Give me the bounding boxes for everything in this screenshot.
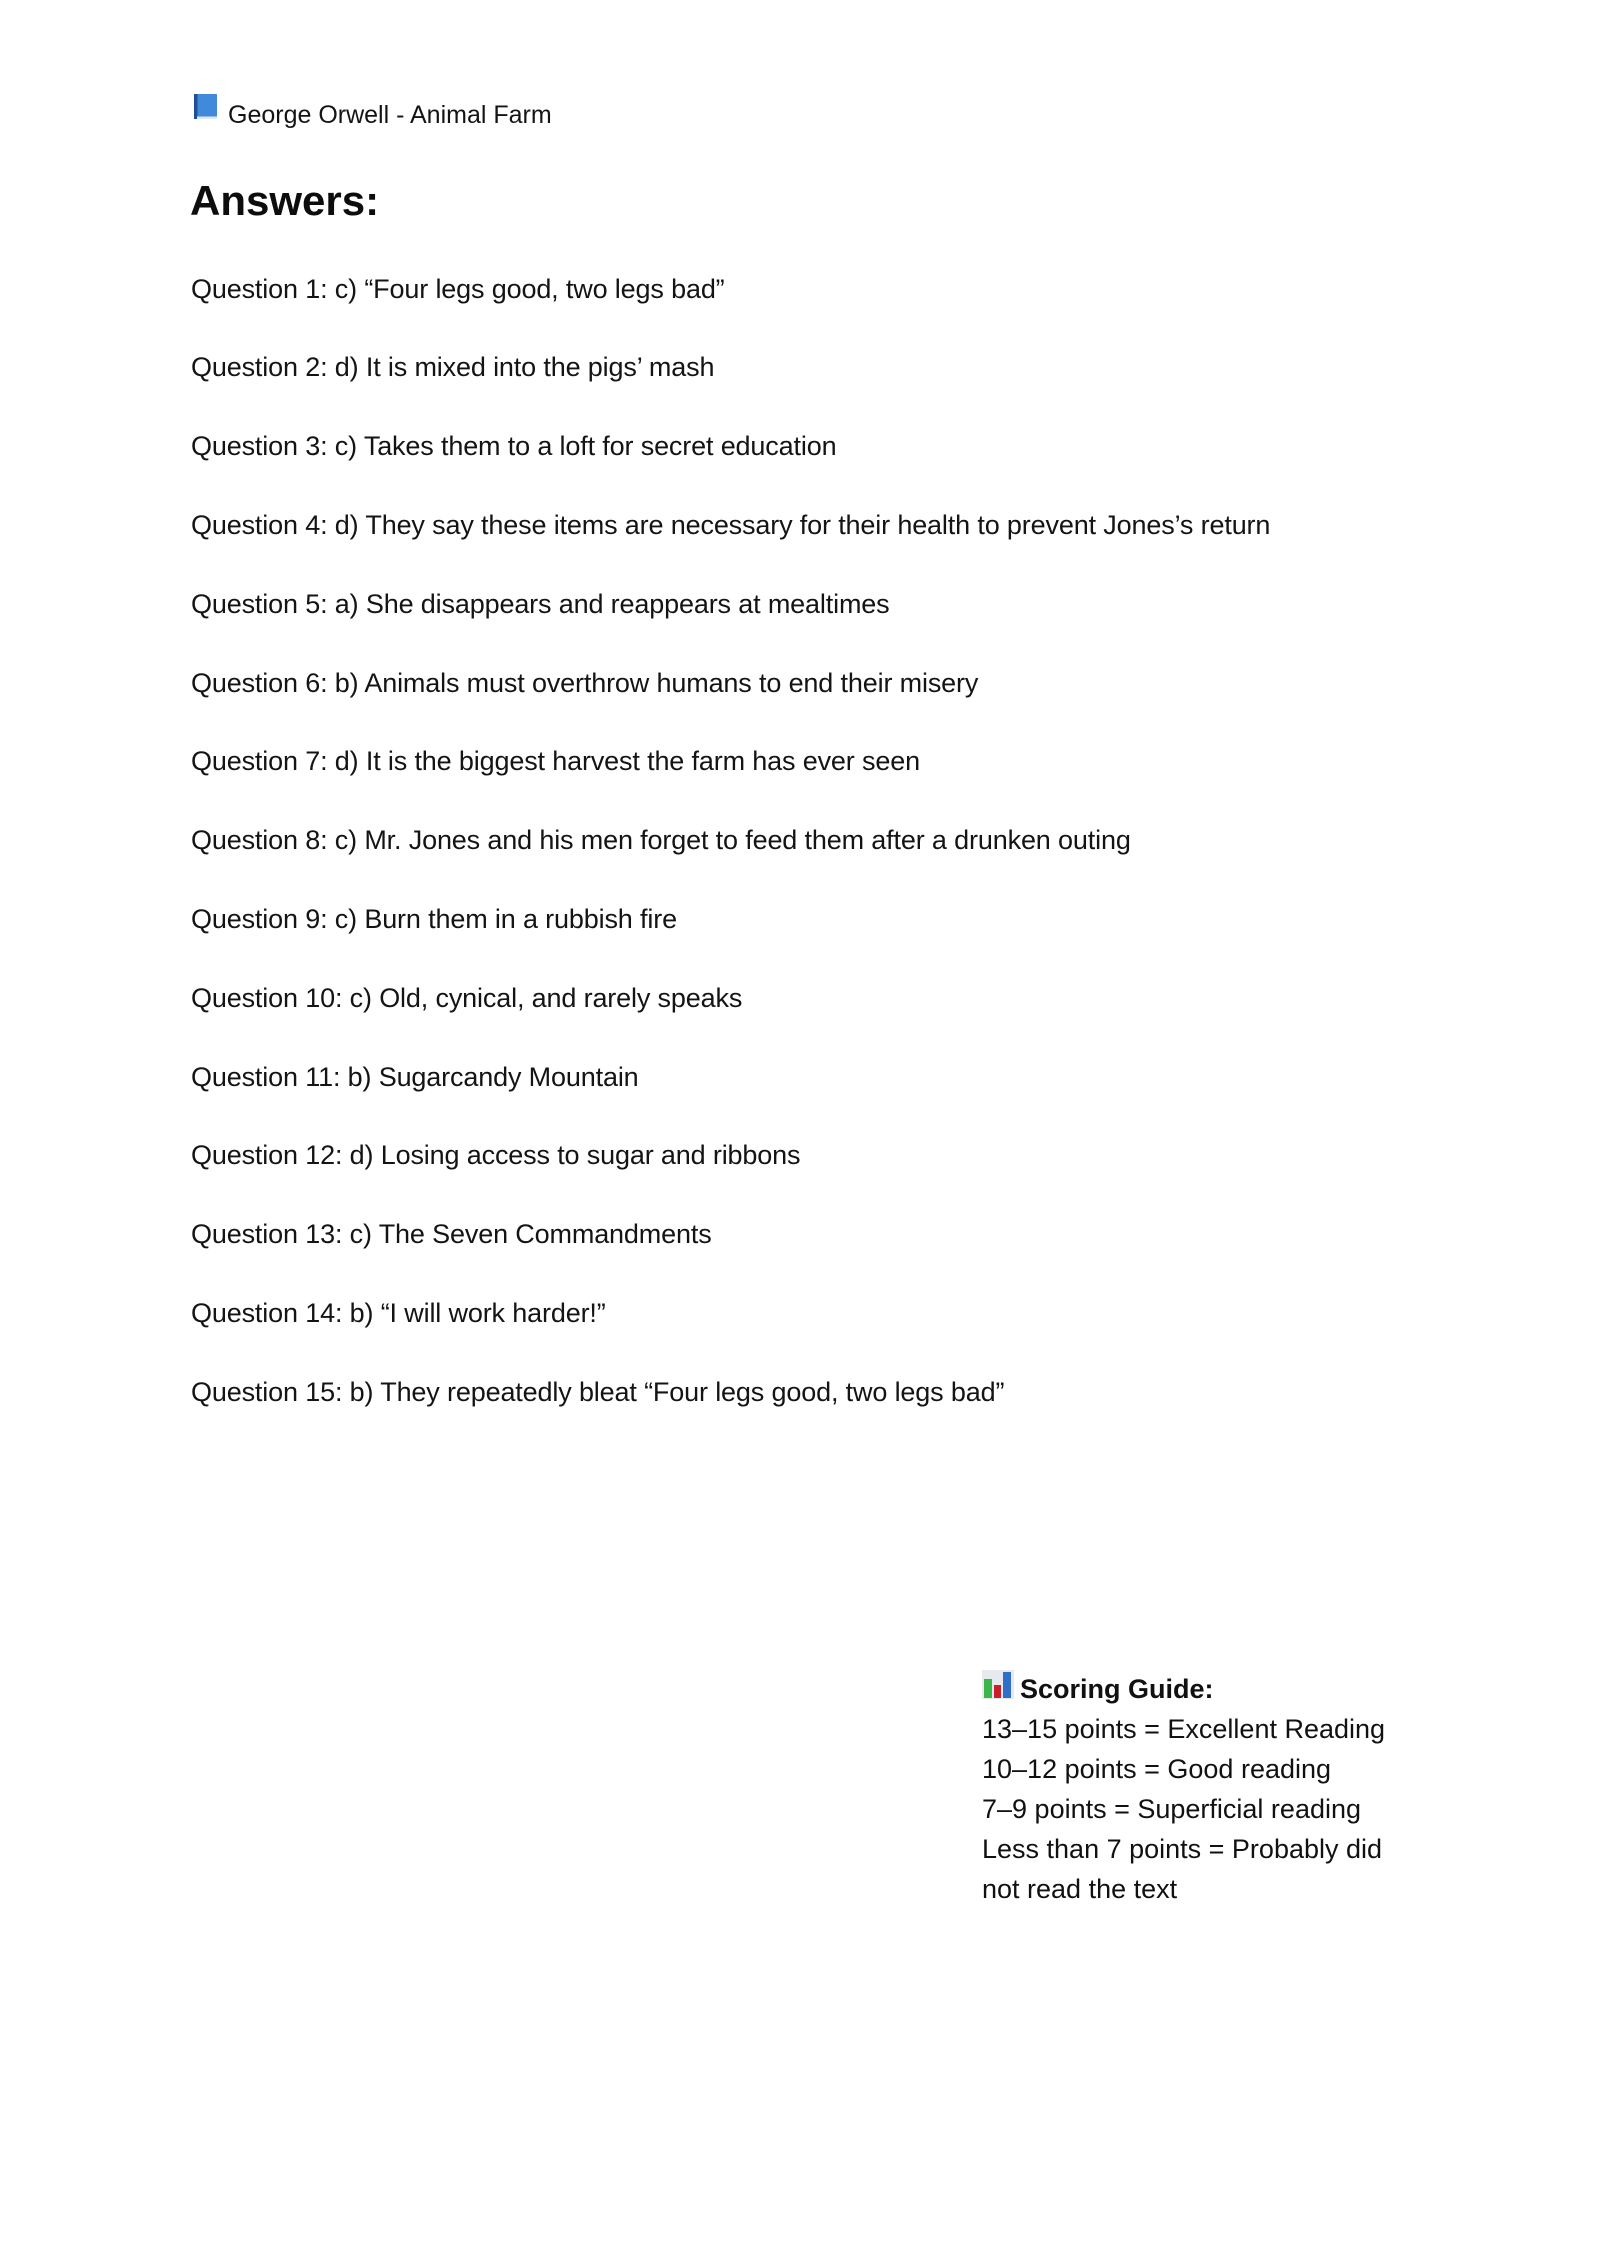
answer-item: Question 6: b) Animals must overthrow humans to end their misery xyxy=(191,667,979,698)
answer-item: Question 11: b) Sugarcandy Mountain xyxy=(191,1061,639,1092)
scoring-guide-line: 7–9 points = Superficial reading xyxy=(982,1793,1362,1824)
answers-list xyxy=(191,0,1491,1500)
document-title: George Orwell - Animal Farm xyxy=(228,101,552,129)
answer-item: Question 3: c) Takes them to a loft for secret education xyxy=(191,431,837,462)
scoring-guide-line: not read the text xyxy=(982,1873,1178,1904)
answer-item: Question 5: a) She disappears and reappears at mealtimes xyxy=(191,588,890,619)
answer-item: Question 10: c) Old, cynical, and rarely speaks xyxy=(191,982,743,1013)
answer-item: Question 1: c) “Four legs good, two legs bad” xyxy=(191,273,725,304)
answer-item: Question 2: d) It is mixed into the pigs’ mash xyxy=(191,352,715,383)
answer-item: Question 15: b) They repeatedly bleat “Four legs good, two legs bad” xyxy=(191,1376,1005,1407)
answer-item: Question 12: d) Losing access to sugar and ribbons xyxy=(191,1140,801,1171)
answer-item: Question 14: b) “I will work harder!” xyxy=(191,1298,606,1328)
answer-item: Question 9: c) Burn them in a rubbish fire xyxy=(191,904,677,934)
scoring-guide-line: 13–15 points = Excellent Reading xyxy=(982,1713,1386,1744)
answers-heading: Answers: xyxy=(190,177,380,224)
answer-item: Question 7: d) It is the biggest harvest the farm has ever seen xyxy=(191,746,920,777)
scoring-guide-line: 10–12 points = Good reading xyxy=(982,1753,1332,1784)
bar-chart-icon xyxy=(982,1670,1014,1699)
answer-item: Question 13: c) The Seven Commandments xyxy=(191,1219,712,1250)
scoring-guide-title: Scoring Guide: xyxy=(1020,1673,1214,1704)
answer-item: Question 4: d) They say these items are necessary for their health to prevent Jones’s return xyxy=(191,510,1271,540)
scoring-guide xyxy=(982,1668,1502,1928)
answer-item: Question 8: c) Mr. Jones and his men forget to feed them after a drunken outing xyxy=(191,825,1131,856)
scoring-guide-line: Less than 7 points = Probably did xyxy=(982,1833,1383,1864)
